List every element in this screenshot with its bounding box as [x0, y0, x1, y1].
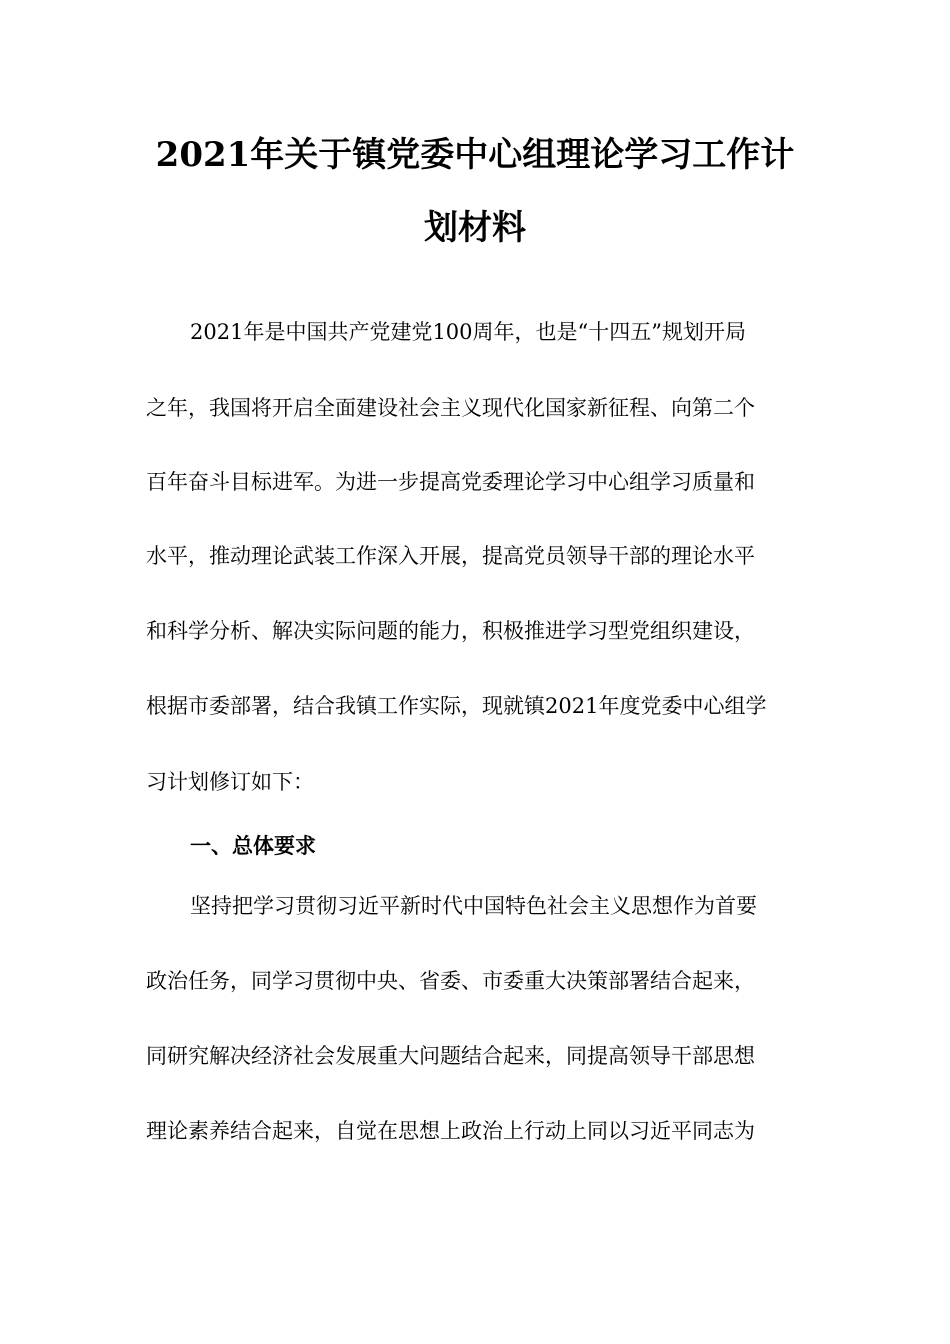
paragraph-1-line-1: 2021年是中国共产党建党100周年，也是“十四五”规划开局: [190, 320, 746, 344]
document-title-line-1: 2021年关于镇党委中心组理论学习工作计: [155, 135, 795, 175]
paragraph-2-line-1: 坚持把学习贯彻习近平新时代中国特色社会主义思想作为首要: [190, 894, 757, 918]
paragraph-1-line-3: 百年奋斗目标进军。为进一步提高党委理论学习中心组学习质量和: [146, 470, 755, 494]
paragraph-2-line-3: 同研究解决经济社会发展重大问题结合起来，同提高领导干部思想: [146, 1044, 755, 1068]
paragraph-1-line-4: 水平，推动理论武装工作深入开展，提高党员领导干部的理论水平: [146, 544, 755, 568]
paragraph-1-line-2: 之年，我国将开启全面建设社会主义现代化国家新征程、向第二个: [146, 396, 755, 420]
paragraph-1-line-5: 和科学分析、解决实际问题的能力，积极推进学习型党组织建设，: [146, 619, 755, 643]
paragraph-1-line-6: 根据市委部署，结合我镇工作实际，现就镇2021年度党委中心组学: [146, 694, 767, 718]
paragraph-1-line-7: 习计划修订如下：: [146, 770, 314, 794]
section-heading-1: 一、总体要求: [190, 833, 316, 858]
document-title-line-2: 划材料: [424, 208, 526, 248]
paragraph-2-line-2: 政治任务，同学习贯彻中央、省委、市委重大决策部署结合起来，: [146, 969, 755, 993]
paragraph-2-line-4: 理论素养结合起来，自觉在思想上政治上行动上同以习近平同志为: [146, 1119, 755, 1143]
